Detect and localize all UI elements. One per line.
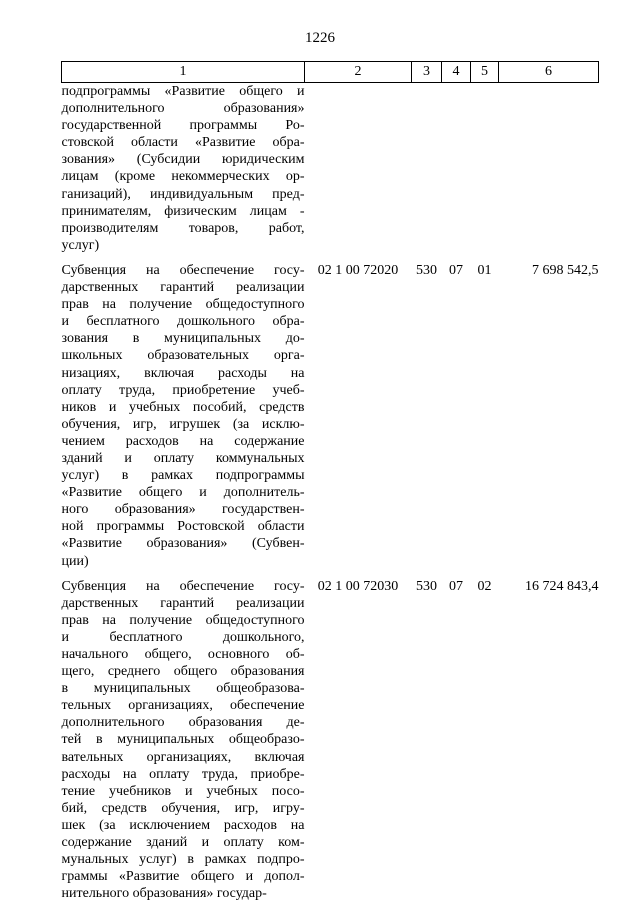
description-line: ного образования» государствен- (61, 502, 305, 518)
row-spacer-cell (62, 570, 599, 578)
description-line: вательных организациях, включая (61, 749, 305, 765)
subsection-cell: 02 (477, 578, 492, 594)
table-row (62, 578, 599, 903)
description-line: государственной программы Ро- (61, 118, 305, 134)
description-line: мунальных услуг) в рамках подпро- (61, 852, 305, 868)
column-header: 5 (471, 62, 499, 83)
description-cell (62, 83, 305, 254)
description-line: граммы «Развитие общего и допол- (61, 869, 305, 885)
page-number: 1226 (305, 30, 335, 46)
description-line: ганизаций), индивидуальным пред- (61, 186, 305, 202)
description-line: тей в муниципальных общеобразо- (61, 732, 305, 748)
column-header: 2 (305, 62, 412, 83)
description-line: дарственных гарантий реализации (61, 595, 305, 611)
description-line: тение учебников и учебных посо- (61, 783, 305, 799)
target-article-cell (305, 83, 412, 254)
description-line: подпрограммы «Развитие общего и (61, 84, 305, 99)
description-line: чением расходов на содержание (61, 433, 305, 449)
description-line: дарственных гарантий реализации (61, 280, 305, 296)
description-line: прав на получение общедоступного (61, 612, 305, 628)
description-line: «Развитие общего и дополнитель- (61, 485, 305, 501)
row-spacer-cell (62, 254, 599, 262)
budget-table (61, 61, 599, 902)
description-line: лицам (кроме некоммерческих ор- (61, 169, 305, 185)
description-line: производителям товаров, работ, (61, 220, 305, 236)
table-row (62, 83, 599, 254)
description-line: Субвенция на обеспечение госу- (61, 262, 305, 278)
description-line: содержание зданий и оплату ком- (61, 835, 305, 851)
description-line: ников и учебных пособий, средств (61, 399, 305, 415)
description-line: дополнительного образования де- (61, 715, 305, 731)
description-line: Субвенция на обеспечение госу- (61, 578, 305, 594)
description-line: бий, средств обучения, игр, игру- (61, 800, 305, 816)
amount-cell: 16 724 843,4 (525, 578, 599, 594)
description-line: и бесплатного дошкольного, (61, 629, 305, 645)
expense-type-cell: 530 (416, 262, 437, 278)
row-spacer (62, 254, 599, 262)
row-spacer (62, 570, 599, 578)
expense-type-cell (412, 83, 442, 254)
description-line: стовской области «Развитие обра- (61, 135, 305, 151)
description-line: и бесплатного дошкольного обра- (61, 314, 305, 330)
description-line: прав на получение общедоступного (61, 297, 305, 313)
description-line: зданий и оплату коммунальных (61, 450, 305, 466)
description-line: дополнительного образования» (61, 101, 305, 117)
column-header: 1 (62, 62, 305, 83)
subsection-cell (471, 83, 499, 254)
description-line: шек (за исключением расходов на (61, 817, 305, 833)
amount-cell (499, 83, 599, 254)
description-line: низациях, включая расходы на (61, 365, 305, 381)
description-line: услуг) (61, 237, 100, 253)
subsection-cell: 01 (477, 262, 492, 278)
table-header-row (62, 62, 599, 83)
description-line: нительного образования» государ- (61, 886, 267, 902)
target-article-cell: 02 1 00 72020 (317, 262, 399, 278)
description-line: в муниципальных общеобразова- (61, 681, 305, 697)
amount-cell: 7 698 542,5 (532, 262, 599, 278)
description-line: расходы на оплату труда, приобре- (61, 766, 305, 782)
description-line: начального общего, основного об- (61, 647, 305, 662)
description-line: услуг) в рамках подпрограммы (61, 468, 305, 484)
description-cell (62, 262, 305, 570)
description-line: оплату труда, приобретение учеб- (61, 382, 305, 398)
column-header: 6 (499, 62, 599, 83)
expense-type-cell: 530 (416, 578, 437, 594)
description-cell (62, 578, 305, 903)
section-cell: 07 (449, 262, 463, 278)
description-line: зования» (Субсидии юридическим (61, 152, 305, 168)
section-cell: 07 (449, 578, 463, 594)
description-line: принимателям, физическим лицам - (61, 203, 305, 219)
description-line: школьных образовательных орга- (61, 348, 305, 364)
target-article-cell: 02 1 00 72030 (317, 578, 399, 594)
column-header: 3 (412, 62, 442, 83)
column-header: 4 (442, 62, 471, 83)
section-cell (442, 83, 471, 254)
description-line: щего, среднего общего образования (61, 664, 305, 680)
description-line: ции) (61, 553, 89, 569)
description-line: тельных организациях, обеспечение (61, 698, 305, 714)
description-line: «Развитие образования» (Субвен- (61, 536, 305, 552)
description-line: обучения, игр, игрушек (за исклю- (61, 416, 305, 432)
table-row (62, 262, 599, 570)
description-line: ной программы Ростовской области (61, 519, 305, 535)
description-line: зования в муниципальных до- (61, 331, 305, 347)
